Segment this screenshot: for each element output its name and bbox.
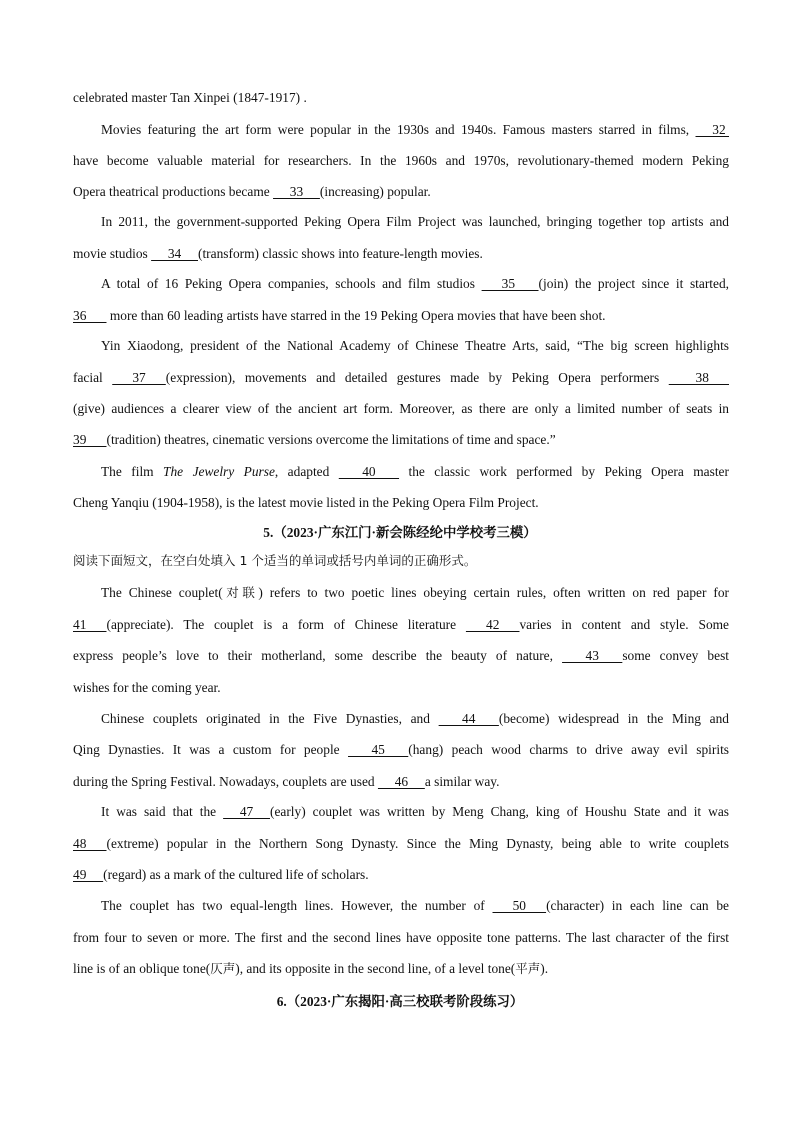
answer-blank: 34: [151, 246, 198, 261]
text-segment: during the Spring Festival. Nowadays, couplets are used: [73, 774, 378, 789]
text-line: [101, 337, 729, 355]
answer-blank: 44: [438, 711, 499, 726]
text-line: [73, 866, 729, 884]
text-segment: line is of an oblique tone(: [73, 961, 211, 976]
text-segment: ).: [540, 961, 549, 976]
answer-blank: 50: [492, 898, 547, 913]
answer-blank: 49: [73, 867, 104, 882]
text-segment: (become) widespread in the Ming and: [498, 711, 729, 726]
answer-blank: 32: [695, 122, 729, 137]
text-segment: (regard) as a mark of the cultured life of scholars.: [103, 867, 369, 882]
text-segment: facial: [73, 370, 113, 385]
text-segment: ) refers to two poetic lines obeying certain rules, often written on red paper for: [258, 585, 729, 600]
text-segment: from four to seven or more. The first and the second lines have opposite tone patterns. The last character of the first: [73, 930, 729, 945]
answer-blank: 36: [73, 308, 107, 323]
text-segment: (expression), movements and detailed gestures made by Peking Opera performers: [165, 370, 669, 385]
text-segment: In 2011, the government-supported Peking Opera Film Project was launched, bringing together top artists and: [101, 214, 729, 229]
text-line: [101, 584, 729, 602]
text-segment: (extreme) popular in the Northern Song Dynasty. Since the Ming Dynasty, being able to write couplets: [106, 836, 729, 851]
text-line: [101, 897, 729, 915]
text-segment: a similar way.: [424, 774, 500, 789]
text-line: [73, 494, 729, 512]
text-segment: Yin Xiaodong, president of the National Academy of Chinese Theatre Arts, said, “The big screen highlights: [101, 338, 729, 353]
answer-blank: 43: [562, 648, 623, 663]
text-segment: The Jewelry Purse: [163, 464, 275, 479]
text-line: [73, 400, 729, 418]
answer-blank: 33: [273, 184, 320, 199]
answer-blank: 47: [223, 804, 270, 819]
answer-blank: 42: [465, 617, 520, 632]
text-segment: the classic work performed by Peking Opera master: [399, 464, 729, 479]
text-line: [73, 773, 729, 791]
answer-blank: 45: [348, 742, 409, 757]
text-segment: Chinese couplets originated in the Five Dynasties, and: [101, 711, 439, 726]
text-segment: It was said that the: [101, 804, 224, 819]
text-segment: varies in content and style. Some: [519, 617, 730, 632]
answer-blank: 40: [338, 464, 400, 479]
text-segment: (give) audiences a clearer view of the ancient art form. Moreover, as there are only a limited number of seats in: [73, 401, 729, 416]
section-heading: [0, 993, 800, 1011]
answer-blank: 35: [481, 276, 539, 291]
text-segment: (join) the project since it started,: [538, 276, 729, 291]
text-line: [101, 710, 729, 728]
text-line: [73, 616, 729, 634]
text-line: [101, 463, 729, 481]
answer-blank: 48: [73, 836, 107, 851]
text-segment: express people’s love to their motherland, some describe the beauty of nature,: [73, 648, 563, 663]
text-line: [73, 835, 729, 853]
text-segment: The Chinese couplet(: [101, 585, 223, 600]
text-line: [73, 741, 729, 759]
text-line: [101, 275, 729, 293]
text-line: [73, 431, 729, 449]
text-segment: (hang) peach wood charms to drive away evil spirits: [408, 742, 729, 757]
text-segment: 6.（2023·广东揭阳·高三校联考阶段练习）: [276, 994, 524, 1009]
text-segment: (early) couplet was written by Meng Chang, king of Houshu State and it was: [269, 804, 729, 819]
text-line: [73, 960, 729, 978]
text-segment: celebrated master Tan Xinpei (1847-1917) .: [73, 90, 307, 105]
text-line: [73, 552, 729, 570]
text-segment: Qing Dynasties. It was a custom for people: [73, 742, 349, 757]
text-segment: ), and its opposite in the second line, of a level tone(: [235, 961, 516, 976]
answer-blank: 38: [668, 370, 729, 385]
text-segment: 对联: [222, 585, 259, 600]
text-segment: some convey best: [622, 648, 730, 663]
text-segment: 仄声: [210, 961, 236, 976]
answer-blank: 41: [73, 617, 107, 632]
text-segment: (appreciate). The couplet is a form of Chinese literature: [106, 617, 466, 632]
text-line: [73, 245, 729, 263]
text-segment: , adapted: [274, 464, 339, 479]
text-line: [101, 213, 729, 231]
text-line: [73, 152, 729, 170]
text-line: [73, 369, 729, 387]
text-line: [73, 89, 729, 107]
text-segment: 阅读下面短文，在空白处填入 1 个适当的单词或括号内单词的正确形式。: [73, 553, 477, 568]
text-segment: (character) in each line can be: [546, 898, 730, 913]
text-segment: more than 60 leading artists have starred in the 19 Peking Opera movies that have been shot.: [106, 308, 606, 323]
text-segment: Cheng Yanqiu (1904-1958), is the latest movie listed in the Peking Opera Film Project.: [73, 495, 539, 510]
text-segment: (tradition) theatres, cinematic versions overcome the limitations of time and space.”: [106, 432, 556, 447]
answer-blank: 37: [112, 370, 166, 385]
text-line: [73, 307, 729, 325]
text-segment: wishes for the coming year.: [73, 680, 221, 695]
text-segment: 5.（2023·广东江门·新会陈经纶中学校考三模）: [263, 525, 537, 540]
text-segment: Opera theatrical productions became: [73, 184, 274, 199]
text-segment: movie studios: [73, 246, 152, 261]
text-line: [101, 121, 729, 139]
text-segment: 平声: [515, 961, 541, 976]
text-line: [73, 647, 729, 665]
text-segment: Movies featuring the art form were popular in the 1930s and 1940s. Famous masters starred in films,: [101, 122, 696, 137]
text-segment: The film: [101, 464, 164, 479]
text-line: [73, 929, 729, 947]
text-line: [73, 183, 729, 201]
answer-blank: 39: [73, 432, 107, 447]
answer-blank: 46: [377, 774, 425, 789]
text-line: [73, 679, 729, 697]
text-segment: The couplet has two equal-length lines. However, the number of: [101, 898, 493, 913]
section-heading: [0, 524, 800, 542]
text-line: [101, 803, 729, 821]
text-segment: A total of 16 Peking Opera companies, schools and film studios: [101, 276, 482, 291]
text-segment: have become valuable material for researchers. In the 1960s and 1970s, revolutionary-themed modern Peking: [73, 153, 729, 168]
text-segment: (transform) classic shows into feature-length movies.: [198, 246, 483, 261]
text-segment: (increasing) popular.: [319, 184, 431, 199]
